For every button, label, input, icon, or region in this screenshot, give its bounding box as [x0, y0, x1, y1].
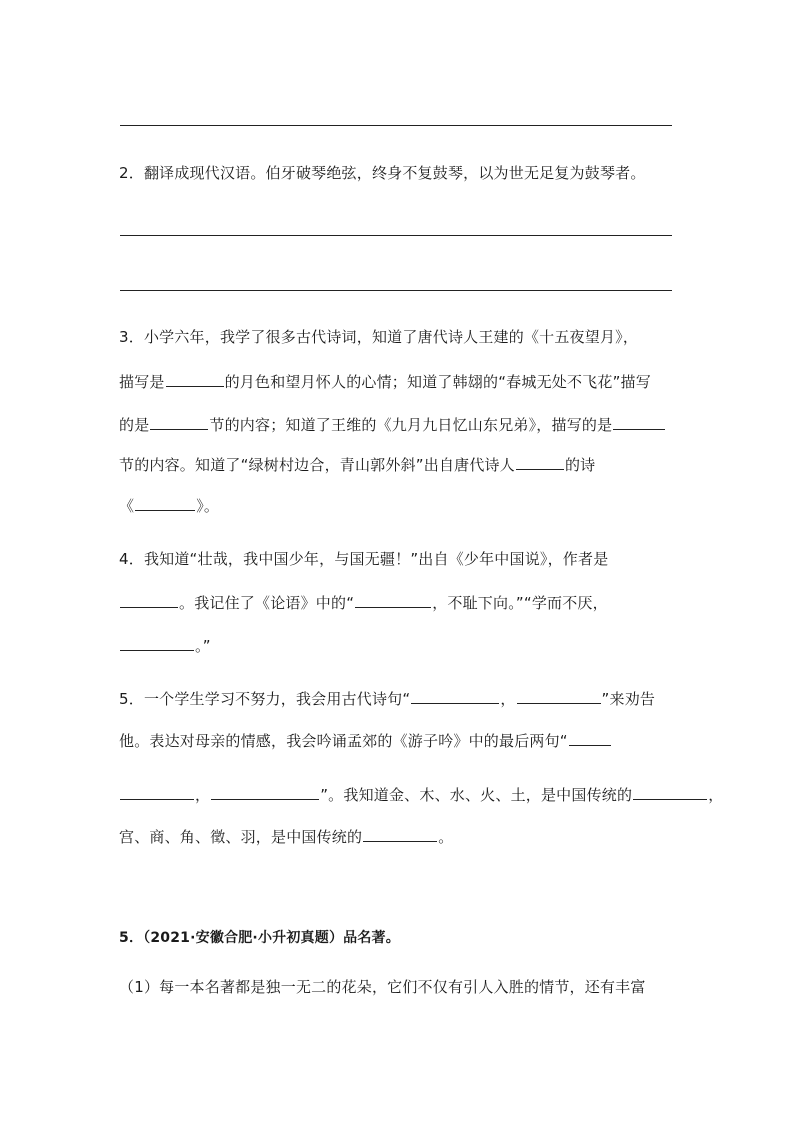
q3-text-2a: 描写是: [119, 373, 165, 391]
fill-blank[interactable]: [363, 825, 437, 842]
question-5-line-1: [119, 687, 655, 709]
q5-text-1a: 5．一个学生学习不努力，我会用古代诗句“: [119, 690, 411, 708]
q3-text-4a: 节的内容。知道了“绿树村边合，青山郭外斜”出自唐代诗人: [119, 456, 515, 474]
q3-text-5a: 《: [119, 497, 135, 515]
answer-line-2: [120, 235, 672, 236]
q3-text-4b: 的诗: [564, 456, 596, 474]
q3-text-5b: 》。: [196, 497, 220, 515]
section-5-title: 5．（2021·安徽合肥·小升初真题）品名著。: [119, 930, 400, 946]
q5-text-3b: ”。我知道金、木、水、火、土，是中国传统的: [320, 786, 633, 804]
question-3-line-2: [119, 370, 651, 392]
q5-text-2a: 他。表达对母亲的情感，我会吟诵孟郊的《游子吟》中的最后两句“: [119, 732, 568, 750]
question-4-line-1: [119, 549, 608, 569]
q4-text-2b: ，不耻下向。”“学而不厌，: [432, 594, 608, 612]
fill-blank[interactable]: [613, 413, 665, 430]
fill-blank[interactable]: [166, 370, 224, 387]
q3-text-1: 3．小学六年，我学了很多古代诗词，知道了唐代诗人王建的《十五夜望月》，: [119, 328, 639, 346]
q5-text-1b: ，: [500, 690, 516, 708]
fill-blank[interactable]: [355, 591, 431, 608]
q4-text-1: 4．我知道“壮哉，我中国少年，与国无疆！”出自《少年中国说》，作者是: [119, 550, 609, 568]
question-2: 2．翻译成现代汉语。伯牙破琴绝弦，终身不复鼓琴，以为世无足复为鼓琴者。: [119, 164, 646, 182]
q3-text-3b: 节的内容；知道了王维的《九月九日忆山东兄弟》，描写的是: [209, 416, 613, 434]
fill-blank[interactable]: [120, 634, 194, 651]
q4-text-2a: 。我记住了《论语》中的“: [179, 594, 355, 612]
fill-blank[interactable]: [411, 687, 499, 704]
fill-blank[interactable]: [633, 783, 707, 800]
question-3-line-1: [119, 327, 638, 347]
question-5-line-2: [119, 729, 612, 751]
fill-blank[interactable]: [120, 783, 194, 800]
fill-blank[interactable]: [569, 729, 611, 746]
q3-text-3a: 的是: [119, 416, 150, 434]
question-3-line-4: [119, 453, 595, 475]
fill-blank[interactable]: [516, 453, 564, 470]
q5-text-3a: ，: [195, 786, 211, 804]
question-4-line-2: [119, 591, 608, 613]
q4-text-3a: 。”: [195, 637, 211, 655]
question-3-line-3: [119, 413, 666, 435]
question-3-line-5: [119, 494, 219, 516]
q5-text-4a: 宫、商、角、徵、羽，是中国传统的: [119, 828, 363, 846]
question-4-line-3: [119, 634, 211, 656]
section-5-subquestion-1: （1）每一本名著都是独一无二的花朵，它们不仅有引人入胜的情节，还有丰富: [119, 978, 646, 996]
answer-line-1: [120, 125, 672, 126]
fill-blank[interactable]: [150, 413, 208, 430]
q5-text-4b: 。: [438, 828, 454, 846]
question-5-line-4: [119, 825, 453, 847]
fill-blank[interactable]: [120, 591, 178, 608]
fill-blank[interactable]: [135, 494, 195, 511]
q5-text-1c: ”来劝告: [601, 690, 656, 708]
answer-line-3: [120, 290, 672, 291]
fill-blank[interactable]: [211, 783, 319, 800]
fill-blank[interactable]: [517, 687, 601, 704]
question-5-line-3: [119, 783, 723, 805]
q3-text-2b: 的月色和望月怀人的心情；知道了韩翃的“春城无处不飞花”描写: [224, 373, 651, 391]
q5-text-3c: ，: [708, 786, 724, 804]
